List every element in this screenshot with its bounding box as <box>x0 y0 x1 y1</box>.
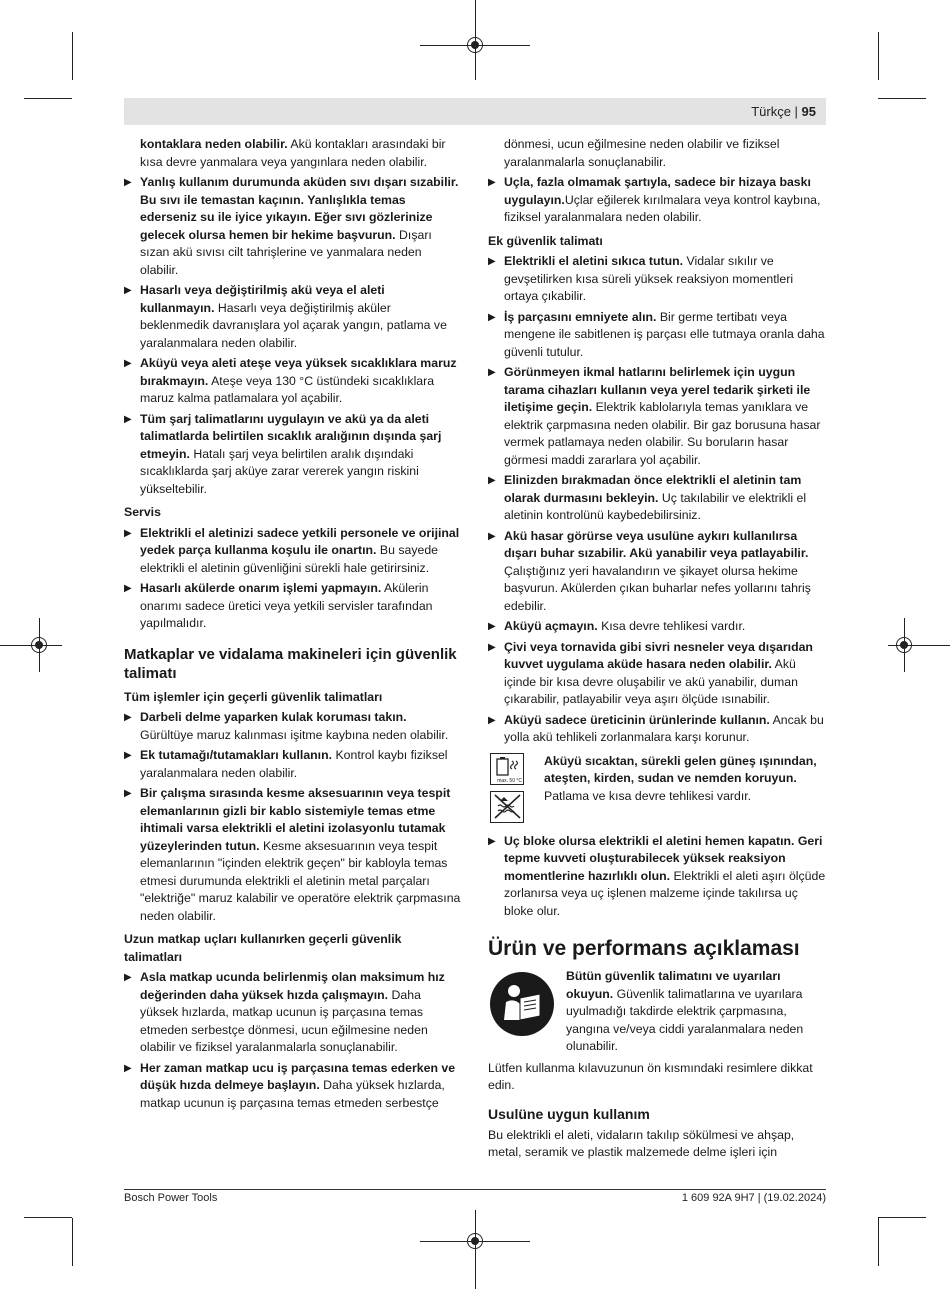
section-subheading: Servis <box>124 505 161 519</box>
arrow-icon: ▶ <box>124 413 132 425</box>
warning-icon-block <box>488 753 828 829</box>
crop-mark <box>878 1217 926 1218</box>
bold-text: kontaklara neden olabilir. <box>140 137 288 151</box>
arrow-icon: ▶ <box>124 712 132 723</box>
list-item <box>488 364 828 469</box>
body-text: Uçlar eğilerek kırılmalara veya kontrol kaybına, fiziksel yaralanmalara neden olabilir. <box>504 192 821 224</box>
warning-text <box>544 753 828 829</box>
paragraph: Lütfen kullanma kılavuzunun ön kısmındaki resimlere dikkat edin. <box>488 1060 813 1092</box>
arrow-icon: ▶ <box>488 835 496 847</box>
bold-text: Asla matkap ucunda belirlenmiş olan maksimum hız değerinden daha yüksek hızda çalışmayın. <box>140 970 445 1002</box>
arrow-icon: ▶ <box>124 358 132 369</box>
body-text: Elektrik kablolarıyla temas yanıklara ve elektrik çarpmasına neden olabilir. Bir gaz borusuna hasar vermek patlamaya neden olabilir. Su boruların hasar görmesi maddi zararlara yol açabilir. <box>504 400 821 467</box>
footer-rule <box>124 1189 826 1190</box>
list-item <box>124 282 462 352</box>
list-item <box>488 472 828 525</box>
body-text: Gürültüye maruz kalınması işitme kaybına neden olabilir. <box>140 727 449 742</box>
body-text: Uç takılabilir ve elektrikli el aletinin kontrolünü kaybedebilirsiniz. <box>504 490 807 522</box>
arrow-icon: ▶ <box>488 311 496 323</box>
paragraph: Bu elektrikli el aleti, vidaların takılıp sökülmesi ve ahşap, metal, seramik ve plastik malzemede delme işleri için <box>488 1127 795 1159</box>
body-text: Akü kontakları arasındaki bir kısa devre yanmalara veya yangınlara neden olabilir. <box>140 137 446 169</box>
list-item <box>124 580 462 633</box>
body-text: Kesme aksesuarının veya tespit elemanlarının "içinden elektrik geçen" bir kabloyla temas etmesi durumunda elektrikli el aletinin metal parçaları "elektriğe" maruz kalabilir ve operatöre elektrik çarpmasına neden olabilir. <box>140 838 461 923</box>
bold-text: Görünmeyen ikmal hatlarını belirlemek için uygun tarama cihazları kullanın veya yerel tedarik şirketi ile iletişime geçin. <box>504 365 811 414</box>
section-heading: Matkaplar ve vidalama makineleri için güvenlik talimatı <box>124 645 457 682</box>
bold-text: Tüm şarj talimatlarını uygulayın ve akü ya da aleti talimatlarda belirtilen sıcaklık aralığının dışında şarj etmeyin. <box>140 411 442 461</box>
no-water-icon <box>490 791 524 823</box>
bold-text: İş parçasını emniyete alın. <box>504 309 657 324</box>
crop-mark <box>72 1218 73 1266</box>
list-item <box>488 618 828 636</box>
body-text: Dışarı sızan akü sıvısı cilt tahrişlerine ve yanmalara neden olabilir. <box>140 227 432 277</box>
arrow-icon: ▶ <box>488 475 496 486</box>
arrow-icon: ▶ <box>488 641 496 653</box>
water-crossed-icon <box>492 792 523 821</box>
body-text: Ateşe veya 130 °C üstündeki sıcaklıklara maruz kalma patlamalara yol açabilir. <box>140 373 435 405</box>
body-text: Elektrikli el aleti aşırı ölçüde zorlanırsa veya uç işlenen malzeme içinde takılırsa uç bloke olur. <box>504 868 826 918</box>
bold-text: Her zaman matkap ucu iş parçasına temas ederken ve düşük hızda delmeye başlayın. <box>140 1060 456 1092</box>
bold-text: Ek tutamağı/tutamakları kullanın. <box>140 748 333 762</box>
list-item <box>124 1060 462 1113</box>
paragraph: dönmesi, ucun eğilmesine neden olabilir ve fiziksel yaralanmalarla sonuçlanabilir. <box>504 137 780 169</box>
arrow-icon: ▶ <box>488 177 496 188</box>
bold-text: Uçla, fazla olmamak şartıyla, sadece bir hizaya baskı uygulayın. <box>504 175 811 207</box>
body-text: Çalıştığınız yeri havalandırın ve şikayet olursa hekime başvurun. Akülerden çıkan buharlar nefes yollarını tahriş edebilir. <box>504 563 811 613</box>
registration-line <box>475 1210 476 1289</box>
body-text: Daha yüksek hızlarda, matkap ucunun iş parçasına temas etmeden serbestçe dönmesi, ucun eğilmesine neden olabilir ve fiziksel yaralanmalarla sonuçlanabilir. <box>140 987 428 1054</box>
page-header <box>124 98 826 125</box>
list-item <box>124 709 462 744</box>
arrow-icon: ▶ <box>488 367 496 378</box>
arrow-icon: ▶ <box>124 1062 132 1074</box>
body-text: Ancak bu yolla akü tehlikeli zorlanmalara karşı korunur. <box>504 712 824 744</box>
body-text: Patlama ve kısa devre tehlikesi vardır. <box>544 788 752 803</box>
list-item <box>488 639 828 709</box>
arrow-icon: ▶ <box>124 788 132 799</box>
list-item <box>124 355 462 408</box>
section-heading: Usulüne uygun kullanım <box>488 1105 650 1122</box>
read-manual-block <box>488 968 828 1056</box>
list-item <box>488 174 828 227</box>
body-text: Kısa devre tehlikesi vardır. <box>601 619 746 633</box>
bold-text: Darbeli delme yaparken kulak koruması takın. <box>140 710 407 724</box>
paragraph <box>124 136 462 171</box>
temperature-label: max. 50 °C <box>497 777 522 784</box>
crop-mark <box>878 98 926 99</box>
body-text: Akü içinde bir kısa devre oluşabilir ve akü yanabilir, duman çıkarabilir, patlayabilir veya aşırı ölçüde ısınabilir. <box>504 657 798 706</box>
bold-text: Bütün güvenlik talimatını ve uyarıları okuyun. <box>566 969 781 1001</box>
list-item <box>124 411 462 499</box>
temperature-warning-icon <box>490 753 524 785</box>
arrow-icon: ▶ <box>124 583 132 594</box>
section-subheading: Uzun matkap uçları kullanırken geçerli güvenlik talimatları <box>124 932 402 964</box>
bold-text: Yanlış kullanım durumunda aküden sıvı dışarı sızabilir. Bu sıvı ile temastan kaçının. Yanlışlıkla temas ederseniz su ile iyice yıkayın. Eğer sıvı gözlerinize gelecek olursa hemen bir hekime başvurun. <box>140 175 459 242</box>
list-item <box>124 174 462 279</box>
list-item <box>488 253 828 306</box>
body-text: Kontrol kaybı fiziksel yaralanmalara neden olabilir. <box>140 748 448 780</box>
arrow-icon: ▶ <box>124 750 132 761</box>
crop-mark <box>24 1217 72 1218</box>
arrow-icon: ▶ <box>124 285 132 296</box>
arrow-icon: ▶ <box>488 621 496 632</box>
body-text: Bir germe tertibatı veya mengene ile sabitlenen iş parçası elle tutmaya oranla daha güvenli tutulur. <box>504 309 825 359</box>
list-item <box>488 712 828 747</box>
bold-text: Elinizden bırakmadan önce elektrikli el aletinin tam olarak durmasını bekleyin. <box>504 473 802 505</box>
warning-icons <box>488 753 544 829</box>
bold-text: Aküyü veya aleti ateşe veya yüksek sıcaklıklara maruz bırakmayın. <box>140 356 457 388</box>
list-item <box>124 747 462 782</box>
body-text: Vidalar sıkılır ve gevşetilirken kısa süreli yüksek reaksiyon momentleri ortaya çıkabilir. <box>504 254 794 303</box>
arrow-icon: ▶ <box>124 177 132 188</box>
crop-mark <box>878 1218 879 1266</box>
chapter-heading: Ürün ve performans açıklaması <box>488 937 800 960</box>
body-text: Akülerin onarımı sadece üretici veya yetkili servisler tarafından yapılmalıdır. <box>140 581 433 630</box>
bold-text: Uç bloke olursa elektrikli el aletini hemen kapatın. Geri tepme kuvveti oluşturabilecek yüksek reaksiyon momentlerine hazırlıklı olun. <box>504 833 823 883</box>
body-text: Bu sayede elektrikli el aletinin güvenliğini sürekli hale getirirsiniz. <box>140 543 439 575</box>
crop-mark <box>878 32 879 80</box>
body-text: Hatalı şarj veya belirtilen aralık dışındaki sıcaklıklarda şarj aküye zarar vererek yangın riskini yükseltebilir. <box>140 446 419 496</box>
body-text: Güvenlik talimatlarına ve uyarılara uyulmadığı takdirde elektrik çarpmasına, yangına ve/veya ciddi yaralanmalara neden olunabilir. <box>566 986 804 1053</box>
footer-brand: Bosch Power Tools <box>124 1192 218 1204</box>
arrow-icon: ▶ <box>488 256 496 267</box>
list-item <box>124 969 462 1057</box>
right-column <box>488 136 828 1165</box>
list-item <box>488 309 828 362</box>
arrow-icon: ▶ <box>124 527 132 539</box>
registration-mark-icon <box>31 637 47 653</box>
left-column <box>124 136 462 1115</box>
arrow-icon: ▶ <box>124 972 132 983</box>
bold-text: Hasarlı akülerde onarım işlemi yapmayın. <box>140 581 382 595</box>
bold-text: Bir çalışma sırasında kesme aksesuarının veya tespit elemanlarının gizli bir kablo sistemiyle temas etme ihtimali varsa elektrikli el aletini izolasyonlu tutamak yüzeylerinden tutun. <box>140 786 451 853</box>
page-number: 95 <box>801 104 816 119</box>
list-item <box>124 525 462 578</box>
body-text: Hasarlı veya değiştirilmiş aküler beklenmedik davranışlara yol açarak yangın, patlama ve yaralanmalara neden olabilir. <box>140 300 447 350</box>
section-subheading: Tüm işlemler için geçerli güvenlik talimatları <box>124 689 383 704</box>
crop-mark <box>72 32 73 80</box>
bold-text: Aküyü sadece üreticinin ürünlerinde kullanın. <box>504 712 770 727</box>
arrow-icon: ▶ <box>488 714 496 726</box>
read-manual-text <box>566 968 828 1056</box>
crop-mark <box>24 98 72 99</box>
bold-text: Hasarlı veya değiştirilmiş akü veya el aleti kullanmayın. <box>140 283 385 315</box>
header-text: Türkçe | 95 <box>751 104 816 119</box>
registration-mark-icon <box>467 37 483 53</box>
section-subheading: Ek güvenlik talimatı <box>488 233 603 248</box>
bold-text: Elektrikli el aletinizi sadece yetkili personele ve orijinal yedek parça kullanma koşulu ile onartın. <box>140 525 460 557</box>
read-manual-icon <box>490 972 554 1036</box>
body-text: Daha yüksek hızlarda, matkap ucunun iş parçasına temas etmeden serbestçe <box>140 1078 445 1110</box>
footer-doc-number: 1 609 92A 9H7 | (19.02.2024) <box>681 1192 826 1204</box>
bold-text: Çivi veya tornavida gibi sivri nesneler veya dışarıdan kuvvet uygulama aküde hasara neden olabilir. <box>504 639 813 671</box>
list-item <box>488 833 828 921</box>
bold-text: Elektrikli el aletini sıkıca tutun. <box>504 254 684 268</box>
list-item <box>124 785 462 925</box>
registration-mark-icon <box>896 637 912 653</box>
arrow-icon: ▶ <box>488 530 496 542</box>
bold-text: Aküyü sıcaktan, sürekli gelen güneş ışınından, ateşten, kirden, sudan ve nemden koruyun. <box>544 753 817 785</box>
list-item <box>488 528 828 616</box>
person-reading-icon <box>490 972 554 1036</box>
bold-text: Akü hasar görürse veya usulüne aykırı kullanılırsa dışarı buhar sızabilir. Akü yanabilir veya patlayabilir. <box>504 528 809 560</box>
bold-text: Aküyü açmayın. <box>504 619 598 633</box>
header-language: Türkçe <box>751 104 791 119</box>
registration-mark-icon <box>467 1233 483 1249</box>
